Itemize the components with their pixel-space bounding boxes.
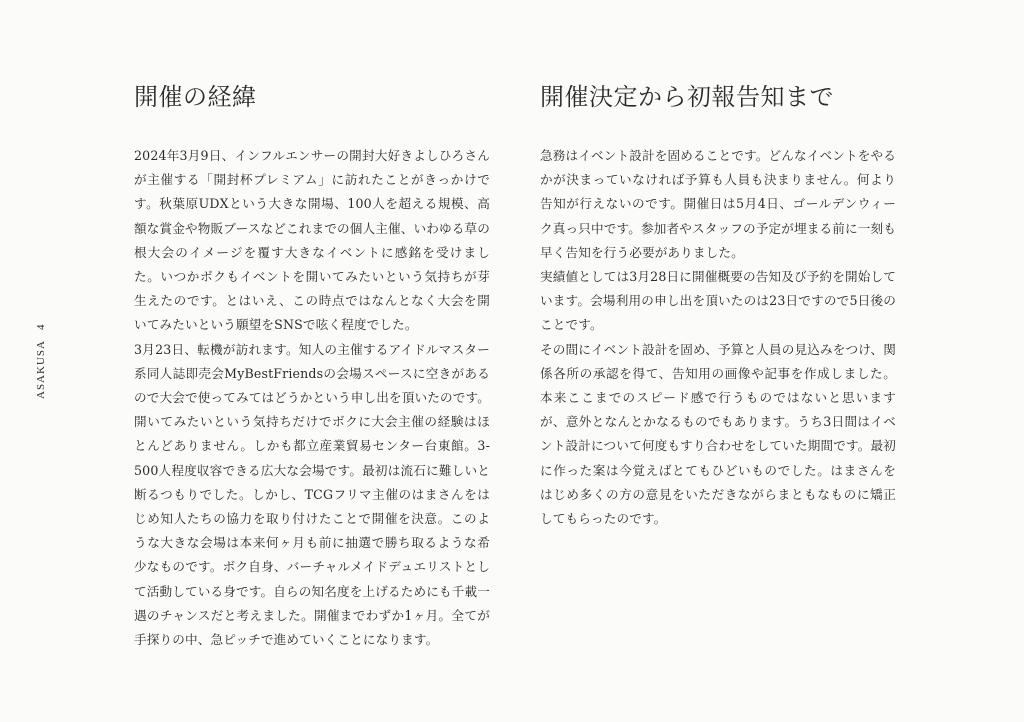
page-number: 4 <box>35 323 47 330</box>
right-paragraph-1: 急務はイベント設計を固めることです。どんなイベントをやるかが決まっていなければ予算も人員も決まりません。何より告知が行えないのです。開催日は5月4日、ゴールデンウィーク真っ只中です。参加者やスタッフの予定が埋まる前に一刻も早く告知を行う必要がありました。 <box>540 148 896 260</box>
right-paragraph-3: その間にイベント設計を固め、予算と人員の見込みをつけ、関係各所の承認を得て、告知用の画像や記事を作成しました。本来ここまでのスピード感で行うものではないと思いますが、意外となんとかなるものでもあります。うち3日間はイベント設計について何度もすり合わせをしていた期間です。最初に作った案は今覚えばとてもひどいものでした。はまさんをはじめ多くの方の意見をいただきながらまともなものに矯正してもらったのです。 <box>540 341 896 527</box>
right-paragraph-2: 実績値としては3月28日に開催概要の告知及び予約を開始しています。会場利用の申し出を頂いたのは23日ですので5日後のことです。 <box>540 269 896 333</box>
left-section-title: 開催の経緯 <box>134 83 257 111</box>
left-column <box>134 82 490 652</box>
right-section-title: 開催決定から初報告知まで <box>540 83 834 111</box>
left-paragraph-2: 3月23日、転機が訪れます。知人の主催するアイドルマスター系同人誌即売会MyBestFriendsの会場スペースに空きがあるので大会で使ってみてはどうかという申し出を頂いたのです。開いてみたいという気持ちだけでボクに大会主催の経験はほとんどありません。しかも都立産業貿易センター台東館。3-500人程度収容できる広大な会場です。最初は流石に難しいと断るつもりでした。しかし、TCGフリマ主催のはまさんをはじめ知人たちの協力を取り付けたことで開催を決意。このような大きな会場は本来何ヶ月も前に抽選で勝ち取るような希少なものです。ボク自身、バーチャルメイドデュエリストとして活動している身です。自らの知名度を上げるためにも千載一遇のチャンスだと考えました。開催までわずか1ヶ月。全てが手探りの中、急ピッチで進めていくことになります。 <box>134 341 490 648</box>
running-head-label: ASAKUSA <box>35 339 47 399</box>
side-running-head <box>21 325 61 397</box>
left-paragraph-1: 2024年3月9日、インフルエンサーの開封大好きよしひろさんが主催する「開封杯プレミアム」に訪れたことがきっかけです。秋葉原UDXという大きな開場、100人を超える規模、高額な賞金や物販ブースなどこれまでの個人主催、いわゆる草の根大会のイメージを覆す大きなイベントに感銘を受けました。いつかボクもイベントを開いてみたいという気持ちが芽生えたのです。とはいえ、この時点ではなんとなく大会を開いてみたいという願望をSNSで呟く程度でした。 <box>134 148 490 333</box>
right-column <box>540 82 896 531</box>
